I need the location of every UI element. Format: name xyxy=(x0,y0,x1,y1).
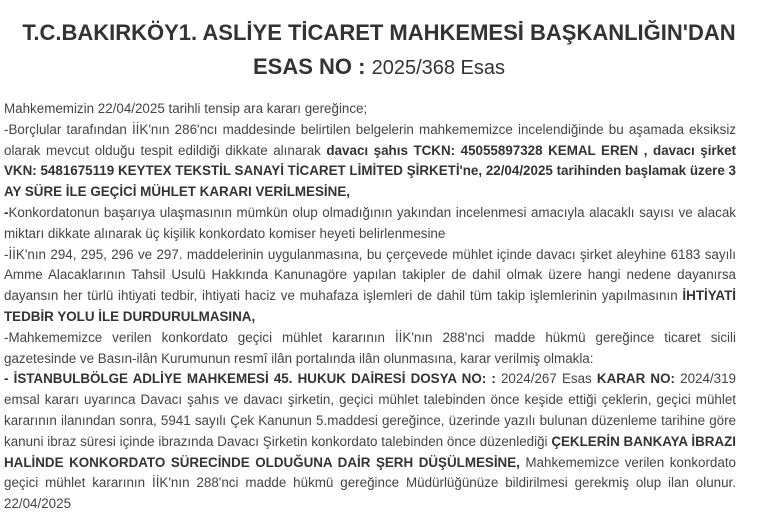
paragraph-text: 2024/267 Esas xyxy=(495,371,597,387)
publication-paragraph: -Mahkememizce verilen konkordato geçici mühlet kararının İİK'nın 288'nci madde hükmü gereğince ticaret sicili gazetesinde ve Basın-ilân Kurumunun resmî ilân portalında ilân olunmasına, karar verilmiş olmakla: xyxy=(4,329,736,366)
paragraph-bold-text: İHTİYATİ TEDBİR YOLU İLE DURDURULMASINA, xyxy=(4,288,736,324)
intro-paragraph: Mahkememizin 22/04/2025 tarihli tensip ara kararı gereğince; xyxy=(4,101,368,116)
temporary-respite-paragraph xyxy=(4,120,736,203)
announcement-body xyxy=(4,99,736,515)
commissioner-paragraph xyxy=(4,203,736,245)
paragraph-bold-text: - xyxy=(4,204,9,220)
paragraph-text: -İİK'nın 294, 295, 296 ve 297. maddelerinin uygulanmasına, bu çerçevede mühlet içinde davacı şirket aleyhine 6183 sayılı Amme Alacaklarının Tahsil Usulü Hakkında Kanunagöre yapılan takipler de dahil olmak üzere hangi nedene dayanırsa dayansın her türlü ihtiyati tedbir, ihtiyati haciz ve muhafaza işlemleri de dahil tüm takip işlemlerinin yapılmasının xyxy=(4,246,736,304)
paragraph-bold-text: KARAR NO: xyxy=(596,371,675,387)
case-label: ESAS NO : xyxy=(252,54,366,79)
cheque-paragraph xyxy=(4,369,736,515)
suspension-paragraph xyxy=(4,245,736,328)
paragraph-text: -Borçlular tarafından İİK'nın 286'ncı maddesinde belirtilen belgelerin mahkememizce incelendiğinde bu aşamada eksiksiz olarak mevcut olduğu tespit edildiği dikkate alınarak xyxy=(4,121,736,158)
case-number-heading xyxy=(0,50,758,85)
paragraph-bold-text: davacı şahıs TCKN: 45055897328 KEMAL EREN , davacı şirket VKN: 5481675119 KEYTEX TEKSTİL SANAYİ TİCARET LİMİTED ŞİRKETİ'ne, 22/04/2025 tarihinden başlamak üzere 3 AY SÜRE İLE GEÇİCİ MÜHLET KARARI VERİLMESİNE, xyxy=(4,142,736,200)
paragraph-text: Mahkememizce verilen konkordato geçici mühlet kararının İİK'nın 288'nci madde hükmü gereğince Müdürlüğünüze bildirilmesi gerekmiş olup ilan olunur. 22/04/2025 xyxy=(4,454,736,512)
paragraph-bold-text: - İSTANBULBÖLGE ADLİYE MAHKEMESİ 45. HUKUK DAİRESİ DOSYA NO: : xyxy=(4,371,496,387)
case-number: 2025/368 Esas xyxy=(371,57,506,79)
court-title: T.C.BAKIRKÖY1. ASLİYE TİCARET MAHKEMESİ BAŞKANLIĞIN'DAN xyxy=(22,20,736,45)
paragraph-bold-text: ÇEKLERİN BANKAYA İBRAZI HALİNDE KONKORDATO SÜRECİNDE OLDUĞUNA DAİR ŞERH DÜŞÜLMESİNE, xyxy=(4,433,736,470)
paragraph-text: Konkordatonun başarıya ulaşmasının mümkün olup olmadığının yakından incelenmesi amacıyla alacaklı sayısı ve alacak miktarı dikkate alınarak üç kişilik konkordato komiser heyeti belirlenmesine xyxy=(4,204,736,241)
paragraph-text: 2024/319 emsal kararı uyarınca Davacı şahıs ve davacı şirketin, geçici mühlet talebinden önce keşide ettiği çeklerin, geçici mühlet kararının ilanından sonra, 5941 sayılı Çek Kanunun 5.maddesi gereğince, üzerinde yazılı bulunan düzenleme tarihine göre kanuni ibraz süresi içinde ibrazında Davacı Şirketin konkordato talebinden önce düzenlediği xyxy=(4,371,736,449)
